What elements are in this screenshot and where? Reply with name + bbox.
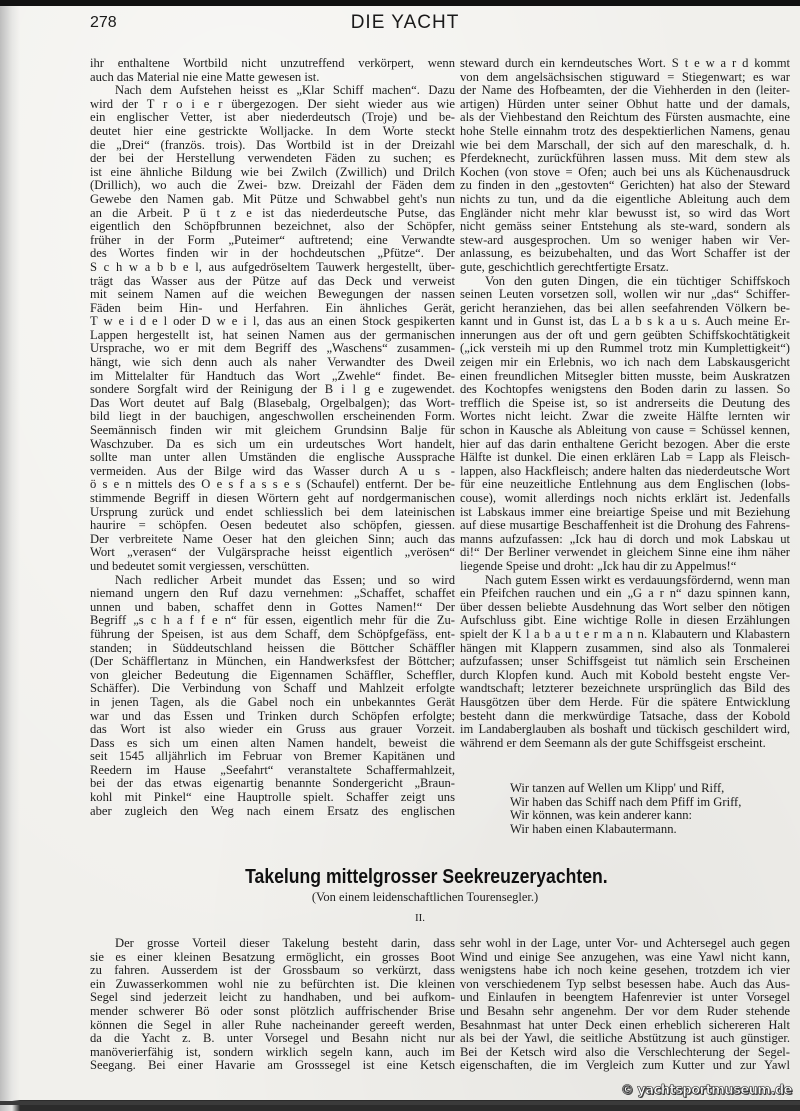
text-line: Gewebe den Namen gab. Mit Pütze und Schwabbel geht's nun	[90, 192, 455, 206]
text-line: Fäden beim Hin- und Herfahren. Ein ähnliches Gerät,	[90, 301, 455, 315]
article-part-number: II.	[414, 912, 426, 924]
text-line: besteht dann die merkwürdige Tatsache, dass der Kobold	[460, 709, 790, 723]
text-line: Segel sind jederzeit leicht zu handhaben, und bei aufkom-	[90, 991, 455, 1005]
text-line: aber zugleich den Weg nach einem Ersatz des englischen	[90, 804, 455, 818]
article2-right-column	[460, 937, 790, 1073]
text-line: Nach gutem Essen wirkt es verdauungsfördernd, wenn man	[485, 573, 790, 587]
text-line: auch das Material nie eine Matte gewesen ist.	[90, 70, 320, 84]
text-line: Ursprache, wo er mit dem Begriff des „Waschens“ zusammen-	[90, 342, 455, 356]
verse-line: Wir tanzen auf Wellen um Klipp' und Riff,	[510, 781, 725, 795]
text-line: kohl mit Pinkel“ eine Hauptrolle spielt. Schaffer zeigt uns	[90, 791, 455, 805]
text-line: von dem angelsächsischen stiguward = Stiegenwart; es war	[460, 70, 790, 84]
text-line: das Wort ist also wieder ein Gruss aus grauer Vorzeit.	[90, 723, 455, 737]
text-line: Seemännisch finden wir mit gleichem Grundsinn Balje für	[90, 424, 455, 438]
text-line: innerungen aus der oft und gern geübten Schiffskochtätigkeit	[460, 328, 790, 342]
text-line: während er dem Seemann als der gute Schiffsgeist erscheint.	[460, 736, 766, 750]
text-line: hängt, wie sich denn auch als naher Verwandter des Dweil	[90, 356, 455, 370]
text-line: trägt das Wasser aus der Pütze auf das Deck und verweist	[90, 274, 455, 288]
text-line: zu finden in den „gestovten“ Gerichten) hat also der Steward	[460, 179, 790, 193]
text-line: führung der Speisen, ist aus dem Schaff, dem Schöpfgefäss, ent-	[90, 627, 455, 641]
text-line: Kochen (von stove = Ofen; auch bei uns als Küchenausdruck	[460, 165, 790, 179]
text-line: manns aufzufassen: „Ick hau di dorch und mok Labskau ut	[460, 532, 790, 546]
text-line: und Besahn sehr angenehm. Der vor dem Ruder stehende	[460, 1004, 790, 1018]
text-line: artigen) Hürden unter seiner Obhut hatte und der damals,	[460, 97, 790, 111]
text-line: couse), womit allerdings noch nichts erklärt ist. Jedenfalls	[460, 492, 790, 505]
text-line: Waschzuber. Da es sich um ein urdeutsches Wort handelt,	[90, 437, 455, 451]
text-line: nicht gemäss seiner Entstehung als ste-ward, sondern als	[460, 220, 790, 234]
text-line: Besahnmast hat unter Deck einen erheblich sichereren Halt	[460, 1018, 790, 1032]
text-line: Hausgötzen über dem Herde. Für die spätere Entwicklung	[460, 695, 790, 709]
verse-line: Wir können, was kein anderer kann:	[510, 808, 693, 823]
text-line: Der grosse Vorteil dieser Takelung besteht darin, dass	[115, 937, 455, 950]
scan-bottom-border	[0, 1101, 800, 1105]
article1-left-column	[90, 57, 455, 818]
running-head: DIE YACHT	[350, 12, 460, 33]
text-line: sie es einer kleinen Besatzung ermöglicht, ein grosses Boot	[90, 950, 455, 964]
text-line: kannt und in Gunst ist, das L a b s k a u s. Auch meine Er-	[460, 315, 790, 329]
text-line: T w e i d e l oder D w e i l, das aus an einen Stock gespikerten	[90, 315, 455, 329]
text-line: war und das Essen und Trinken durch Schöpfen erfolgte;	[90, 709, 455, 723]
text-line: liegende Speise und droht: „Ick hau dir zu Appelmus!“	[460, 559, 737, 573]
text-line: sondere Sorgfalt wird der Reinigung der B i l g e zugewendet.	[90, 383, 455, 397]
text-line: Das Wort deutet auf Balg (Blasebalg, Orgelbalgen); das Wort-	[90, 396, 455, 410]
text-line: ist Labskaus immer eine breiartige Speise und mit Beziehung	[460, 505, 790, 519]
text-line: Dass es sich um einen alten Namen handelt, beweist die	[90, 736, 455, 750]
text-line: hier auf das darin enthaltene Gericht bezogen. Aber die erste	[460, 437, 790, 451]
scan-left-edge	[0, 6, 20, 1111]
text-line: eigenschaften, die im Vergleich zum Kutter und zur Yawl	[460, 1059, 790, 1073]
copyright-watermark: © yachtsportmuseum.de	[620, 1083, 792, 1098]
text-line: steward durch ein kerndeutsches Wort. S t e w a r d kommt	[460, 57, 790, 70]
text-line: auf diese musartige Beschaffenheit ist die Drohung des Fahrens-	[460, 519, 790, 533]
text-line: vermeiden. Aus der Bilge wird das Wasser durch A u s -	[90, 464, 455, 478]
text-line: Lappen hergestellt ist, hat seinen Namen aus der germanischen	[90, 328, 455, 342]
text-line: die „Drei“ (französ. trois). Das Wortbild ist in der Dreizahl	[90, 138, 455, 152]
magazine-page	[0, 6, 800, 1100]
text-line: Schäffer). Die Verbindung von Schaff und Mahlzeit erfolgte	[90, 682, 455, 696]
text-line: bild liegt in der bauchigen, angeschwollen erscheinenden Form.	[90, 410, 455, 424]
text-line: Ursprung zurück und endet schliesslich bei dem lateinischen	[90, 505, 455, 519]
text-line: als der Viehbestand den Reichtum des Fürsten ausmachte, eine	[460, 111, 790, 125]
text-line: Wort „verasen“ der Vulgärsprache heisst eigentlich „verösen“	[90, 546, 455, 560]
text-line: Aufschluss gibt. Eine wichtige Rolle in diesen Erzählungen	[460, 614, 790, 628]
text-line: Bei der Ketsch wird also die Verschlechterung der Segel-	[460, 1045, 790, 1059]
text-line: der bei der Herstellung verwendeten Fäden zu suchen; es	[90, 152, 455, 166]
text-line: im Landaberglauben als boshaft und tückisch geschildert wird,	[460, 723, 790, 737]
text-line: wie bei dem Marschall, der sich auf den mareschalk, d. h.	[460, 138, 790, 152]
text-line: da die Yacht z. B. unter Vorsegel und Besahn nicht nur	[90, 1032, 455, 1046]
text-line: („ick versteih mi up den Rummel trotz min Kumplettigkeit“)	[460, 342, 790, 356]
text-line: durch Klopfen kund. Auch mit Kobold besteht engste Ver-	[460, 668, 790, 682]
text-line: mender schwerer Bö oder sonst plötzlich auffrischender Brise	[90, 1004, 455, 1018]
text-line: von gleicher Bedeutung die Eigennamen Schäffler, Scheffler,	[90, 668, 455, 682]
page-number: 278	[90, 14, 117, 31]
text-line: Hälfte ist dunkel. Die einen erklären Lab = Lapp als Fleisch-	[460, 451, 790, 465]
text-line: seit 1545 alljährlich im Februar von Bremer Kapitänen und	[90, 750, 455, 764]
text-line: Seegang. Bei einer Havarie am Grosssegel ist eine Ketsch	[90, 1059, 455, 1073]
text-line: (Drillich), wo auch die Zwei- bzw. Dreizahl der Fäden dem	[90, 179, 455, 193]
text-line: des Kochtopfes wenigstens den Boden darin zu lassen. So	[460, 383, 790, 397]
verse-quote	[510, 782, 741, 836]
text-line: einen freundlichen Mitsegler bitten musste, beim Auskratzen	[460, 369, 790, 383]
article1-right-column	[460, 57, 790, 750]
text-line: mit seinem Namen auf die weichen Bewegungen der nassen	[90, 288, 455, 302]
text-line: deutet hier eine gestrickte Wolljacke. In dem Worte steckt	[90, 124, 455, 138]
article-subtitle: (Von einem leidenschaftlichen Tourensegler.)	[311, 890, 539, 904]
text-line: des Wortes finden wir in der hochdeutschen „Pfütze“. Der	[90, 247, 455, 261]
text-line: der Name des Hofbeamten, der die Viehherden in den (leiter-	[460, 84, 790, 98]
text-line: Nach redlicher Arbeit mundet das Essen; und so wird	[115, 573, 455, 587]
article2-left-column	[90, 937, 455, 1073]
text-line: di!“ Der Berliner verwendet in gleichem Sinne eine ihm näher	[460, 546, 790, 560]
text-line: stimmende Begriff in diesen Wörtern geht auf nordgermanischen	[90, 492, 455, 505]
text-line: sehr wohl in der Lage, unter Vor- und Achtersegel auch gegen	[460, 937, 790, 950]
text-line: zu fahren. Ausserdem ist der Grossbaum so verkürzt, dass	[90, 964, 455, 978]
text-line: sollte man unter allen Umständen die englische Aussprache	[90, 451, 455, 465]
text-line: ein Zuwasserkommen wohl nie zu befürchten ist. Die kleinen	[90, 977, 455, 991]
text-line: im Mittelalter für Handtuch das Wort „Zwehle“ findet. Be-	[90, 369, 455, 383]
text-line: manöverierfähig ist, sondern wirklich segeln kann, auch im	[90, 1045, 455, 1059]
text-line: Engländer nicht mehr klar bewusst ist, so wird das Wort	[460, 206, 790, 220]
text-line: früher in der Form „Puteimer“ auftretend; eine Verwandte	[90, 233, 455, 247]
text-line: ein Pfeifchen rauchen und ein „G a r n“ dazu spinnen kann,	[460, 587, 790, 601]
text-line: bei der das etwas eigenartig benannte Sondergericht „Braun-	[90, 777, 455, 791]
text-line: und Einlaufen in beengtem Hafenrevier ist unter Vorsegel	[460, 991, 790, 1005]
text-line: ö s e n mittels des O e s f a s s e s (Schaufel) entfernt. Der be-	[90, 478, 455, 492]
text-line: seinen Leuten vorsetzen soll, wollen wir nur „das“ Schiffer-	[460, 288, 790, 302]
text-line: Wortes nicht leicht. Zwar die zweite Hälfte lernten wir	[460, 410, 790, 424]
text-line: Begriff „s c h a f f e n“ für essen, eigentlich mehr für die Zu-	[90, 614, 455, 628]
text-line: Von den guten Dingen, die ein tüchtiger Schiffskoch	[485, 274, 790, 288]
text-line: können die Segel in aller Ruhe nacheinander gereeft werden,	[90, 1018, 455, 1032]
text-line: (Der Schäfflertanz in München, ein Handwerksfest der Böttcher;	[90, 655, 455, 669]
text-line: gute, geschichtlich gerechtfertigte Ersatz.	[460, 260, 669, 274]
text-line: schon in Kausche als Ableitung von cause = Schüssel kennen,	[460, 424, 790, 438]
text-line: in jenen Tagen, als die Gabel noch ein unbekanntes Gerät	[90, 695, 455, 709]
verse-line: Wir haben einen Klabautermann.	[510, 821, 677, 836]
text-line: eigentlich den Schöpfbrunnen bezeichnet, also der Schöpfer,	[90, 220, 455, 234]
text-line: aufzufassen; unser Schiffsgeist tut nämlich sein Erscheinen	[460, 655, 790, 669]
text-line: anlassung, es beizubehalten, und das Wort Schaffer ist der	[460, 247, 790, 261]
text-line: ein englischer Vetter, ist aber niederdeutsch (Troje) und be-	[90, 111, 455, 125]
text-line: an die Arbeit. P ü t z e ist das niederdeutsche Putse, das	[90, 206, 455, 220]
text-line: unnen und baben, schaffet denn in Gottes Namen!“ Der	[90, 600, 455, 614]
text-line: über dessen beliebte Ausdehnung das Wort selber den nötigen	[460, 600, 790, 614]
text-line: hohe Stelle einnahm trotz des despektierlichen Namens, genau	[460, 124, 790, 138]
text-line: Der verbreitete Name Oeser hat den gleichen Sinn; auch das	[90, 532, 455, 546]
text-line: spielt der K l a b a u t e r m a n n. Klabautern und Klabastern	[460, 627, 790, 641]
text-line: ist eine ähnliche Bildung wie bei Zwilch (Zwillich) und Drilch	[90, 165, 455, 179]
text-line: hängen mit Klappern zusammen, sind also als Tonmalerei	[460, 641, 790, 655]
text-line: Nach dem Aufstehen heisst es „Klar Schiff machen“. Dazu	[115, 84, 455, 98]
text-line: gericht heranziehen, das bei allen seefahrenden Völkern be-	[460, 301, 790, 315]
text-line: S c h w a b b e l, aus aufgedröseltem Tauwerk hergestellt, über-	[90, 260, 455, 274]
text-line: trefflich die Speise ist, so ist andrerseits die Deutung des	[460, 396, 790, 410]
text-line: von verschiedenem Typ selbst besessen habe. Auch das Aus-	[460, 977, 790, 991]
text-line: ihr enthaltene Wortbild nicht unzutreffend verkörpert, wenn	[90, 57, 455, 70]
text-line: wandtschaft; letzterer bezeichnete ursprünglich das Bild des	[460, 682, 790, 696]
article-title: Takelung mittelgrosser Seekreuzeryachten.	[245, 866, 608, 888]
text-line: lappen, also Hackfleisch; andere halten das niederdeutsche Wort	[460, 464, 790, 478]
text-line: haurire = schöpfen. Oesen bedeutet also schöpfen, giessen.	[90, 519, 455, 533]
text-line: Pferdeknecht, zurückführen lassen muss. Mit dem stew als	[460, 152, 790, 166]
text-line: Wind und einige See anzugehen, was eine Yawl nicht kann,	[460, 950, 790, 964]
text-line: Reedern im Hause „Seefahrt“ veranstaltete Schaffermahlzeit,	[90, 763, 455, 777]
verse-line: Wir haben das Schiff nach dem Pfiff im Griff,	[510, 794, 742, 809]
text-line: und bedeutet somit vergiessen, verschütten.	[90, 559, 310, 573]
text-line: stew-ard ausgesprochen. Um so weniger haben wir Ver-	[460, 233, 790, 247]
text-line: standen; in Süddeutschland heissen die Böttcher Schäffler	[90, 641, 455, 655]
text-line: zeigen mir ein Erlebnis, wo ich nach dem Labskausgericht	[460, 356, 790, 370]
text-line: für eine neuzeitliche Entlehnung aus dem Englischen (lobs-	[460, 478, 790, 492]
text-line: wird der T r o i e r übergezogen. Der sieht wieder aus wie	[90, 97, 455, 111]
text-line: wenigstens habe ich noch keine gesehen, trotzdem ich vier	[460, 964, 790, 978]
text-line: als bei der Yawl, die seitliche Abstützung ist auch günstiger.	[460, 1032, 790, 1046]
text-line: nichts zu tun, und da die eigentliche Ableitung auch dem	[460, 192, 790, 206]
text-line: niemand ungern den Ruf dazu vernehmen: „Schaffet, schaffet	[90, 587, 455, 601]
